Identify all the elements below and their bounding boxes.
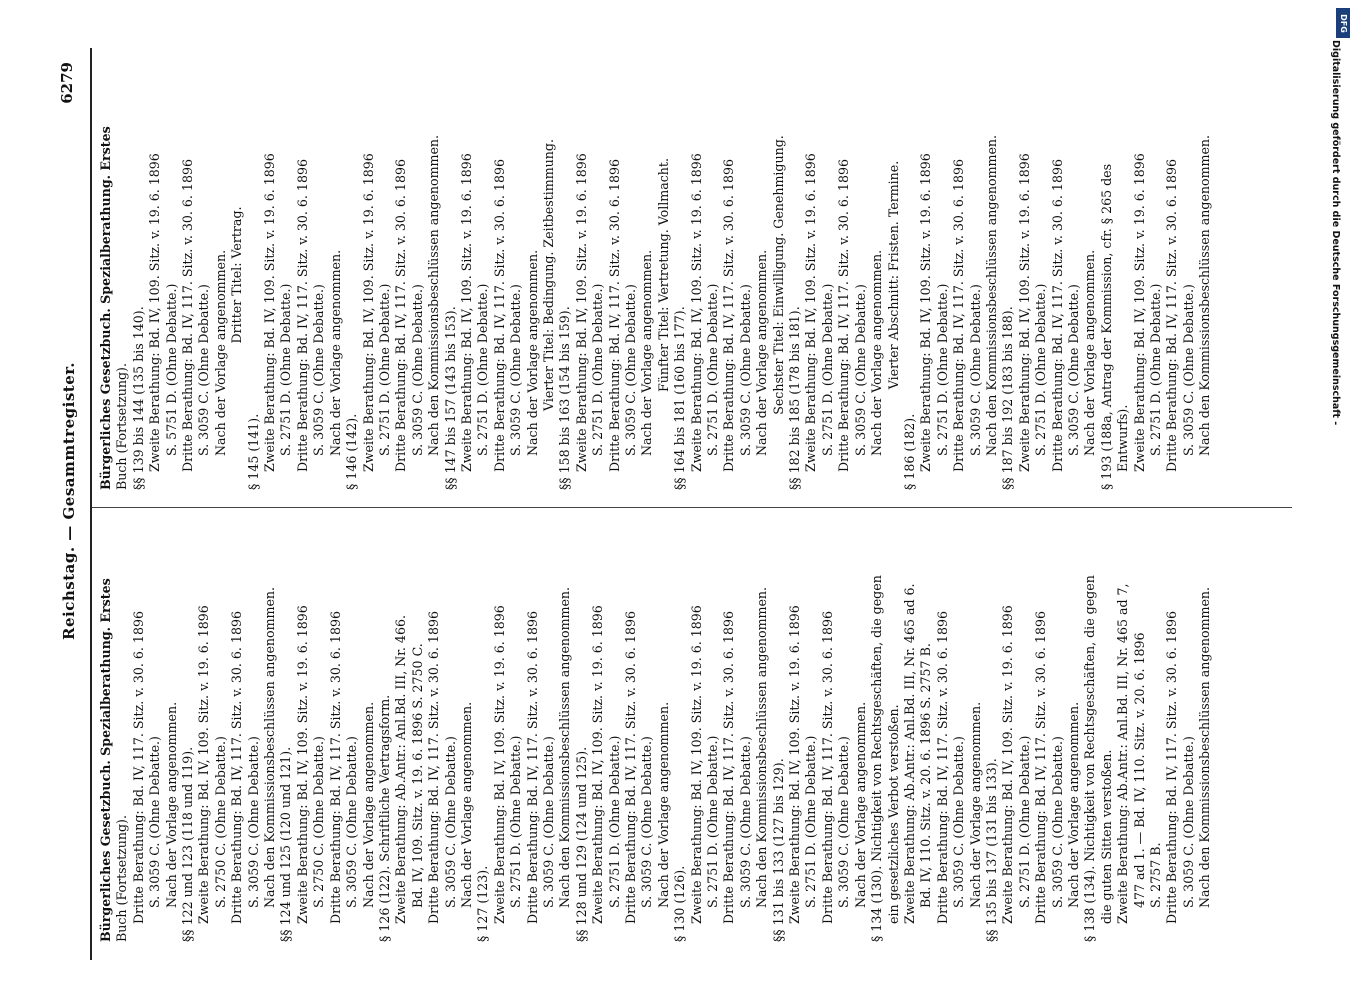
- index-line: Nach den Kommissionsbeschlüssen angenommen.: [262, 586, 278, 908]
- index-line: 477 ad 1. — Bd. IV, 110. Sitz. v. 20. 6. 1896: [1131, 632, 1147, 908]
- index-line: S. 3059 C. (Ohne Debatte.): [245, 736, 261, 908]
- index-line: § 138 (134). Nichtigkeit von Rechtsgeschäften, die gegen: [1082, 575, 1098, 942]
- index-line: Dritte Berathung: Bd. IV, 117. Sitz. v. 30. 6. 1896: [130, 611, 146, 924]
- index-line: Bürgerliches Gesetzbuch. Spezialberathung. Erstes: [98, 578, 113, 942]
- index-line: Dritte Berathung: Bd. IV, 117. Sitz. v. 30. 6. 1896: [1033, 611, 1049, 924]
- index-line: Dritte Berathung: Bd. IV, 117. Sitz. v. 30. 6. 1896: [327, 611, 343, 924]
- index-line: ein gesetzliches Verbot verstoßen.: [885, 704, 901, 924]
- index-line: §§ 158 bis 163 (154 bis 159).: [557, 306, 573, 490]
- index-line: S. 3059 C. (Ohne Debatte.): [147, 736, 163, 908]
- index-line: Nach den Kommissionsbeschlüssen angenommen.: [557, 586, 573, 908]
- index-line: Nach der Vorlage angenommen.: [655, 701, 671, 908]
- index-line: Dritte Berathung: Bd. IV, 117. Sitz. v. 30. 6. 1896: [721, 611, 737, 924]
- index-line: Dritte Berathung: Bd. IV, 117. Sitz. v. 30. 6. 1896: [426, 611, 442, 924]
- index-line: Buch (Fortsetzung).: [114, 363, 130, 490]
- index-line: Zweite Berathung: Bd. IV, 109. Sitz. v. 19. 6. 1896: [787, 605, 803, 924]
- index-line: § 146 (142).: [344, 413, 360, 490]
- index-line: Dritte Berathung: Bd. IV, 117. Sitz. v. 30. 6. 1896: [836, 159, 852, 472]
- index-line: S. 2751 D. (Ohne Debatte.): [803, 735, 819, 908]
- index-line: S. 5751 D. (Ohne Debatte.): [163, 283, 179, 456]
- index-line: Nach der Vorlage angenommen.: [524, 249, 540, 456]
- index-line: §§ 131 bis 133 (127 bis 129).: [770, 758, 786, 942]
- index-line: Nach der Vorlage angenommen.: [212, 249, 228, 456]
- index-line: S. 2751 D. (Ohne Debatte.): [705, 735, 721, 908]
- index-line: Nach der Vorlage angenommen.: [1082, 249, 1098, 456]
- index-line: S. 3059 C. (Ohne Debatte.): [344, 736, 360, 908]
- index-line: Nach der Vorlage angenommen.: [639, 249, 655, 456]
- index-line: S. 3059 C. (Ohne Debatte.): [852, 284, 868, 456]
- index-line: § 134 (130). Nichtigkeit von Rechtsgeschäften, die gegen: [869, 575, 885, 942]
- index-line: S. 3059 C. (Ohne Debatte.): [196, 284, 212, 456]
- index-line: Dritte Berathung: Bd. IV, 117. Sitz. v. 30. 6. 1896: [393, 159, 409, 472]
- page-header: [52, 50, 92, 960]
- index-line: S. 3059 C. (Ohne Debatte.): [409, 284, 425, 456]
- index-line: Zweite Berathung: Bd. IV, 109. Sitz. v. 19. 6. 1896: [147, 153, 163, 472]
- index-line: Fünfter Titel: Vertretung. Vollmacht.: [655, 158, 671, 392]
- index-line: §§ 135 bis 137 (131 bis 133).: [983, 758, 999, 942]
- index-line: § 127 (123).: [475, 865, 491, 942]
- index-line: Entwurfs).: [1115, 404, 1131, 472]
- index-line: Zweite Berathung: Bd. IV, 109. Sitz. v. 19. 6. 1896: [196, 605, 212, 924]
- index-line: § 186 (182).: [901, 413, 917, 490]
- index-line: §§ 147 bis 157 (143 bis 153).: [442, 306, 458, 490]
- index-line: S. 2751 D. (Ohne Debatte.): [1033, 283, 1049, 456]
- index-line: Nach den Kommissionsbeschlüssen angenommen.: [754, 586, 770, 908]
- index-line: Dritte Berathung: Bd. IV, 117. Sitz. v. 30. 6. 1896: [606, 159, 622, 472]
- index-line: §§ 164 bis 181 (160 bis 177).: [672, 306, 688, 490]
- index-line: §§ 122 und 123 (118 und 119).: [180, 746, 196, 942]
- header-rule: [90, 48, 92, 960]
- index-line: S. 2751 D. (Ohne Debatte.): [705, 283, 721, 456]
- index-line: Nach der Vorlage angenommen.: [852, 701, 868, 908]
- index-line: S. 3059 C. (Ohne Debatte.): [442, 736, 458, 908]
- index-line: Nach der Vorlage angenommen.: [327, 249, 343, 456]
- index-line: Dritte Berathung: Bd. IV, 117. Sitz. v. 30. 6. 1896: [180, 159, 196, 472]
- index-line: Dritte Berathung: Bd. IV, 117. Sitz. v. 30. 6. 1896: [623, 611, 638, 924]
- index-line: S. 3059 C. (Ohne Debatte.): [1180, 284, 1196, 456]
- index-line: S. 2751 D. (Ohne Debatte.): [934, 283, 950, 456]
- index-line: Bd. IV, 109. Sitz. v. 19. 6. 1896 S. 2750 C.: [409, 643, 425, 908]
- index-line: Dritte Berathung: Bd. IV, 117. Sitz. v. 30. 6. 1896: [819, 611, 835, 924]
- digitization-credit: Digitalisierung gefördert durch die Deutsche Forschungsgemeinschaft -: [1330, 40, 1341, 426]
- index-line: Dritte Berathung: Bd. IV, 117. Sitz. v. 30. 6. 1896: [934, 611, 950, 924]
- index-line: S. 2751 D. (Ohne Debatte.): [278, 283, 294, 456]
- index-line: §§ 187 bis 192 (183 bis 188).: [1000, 306, 1016, 490]
- index-line: Zweite Berathung: Bd. IV, 109. Sitz. v. 19. 6. 1896: [491, 605, 507, 924]
- index-line: Nach der Vorlage angenommen.: [869, 249, 885, 456]
- index-line: Zweite Berathung: Bd. IV, 109. Sitz. v. 19. 6. 1896: [803, 153, 819, 472]
- index-line: Zweite Berathung: Ab.Antr.: Anl.Bd. III, Nr. 465 ad 6.: [901, 583, 917, 924]
- index-line: S. 3059 C. (Ohne Debatte.): [639, 736, 655, 908]
- index-line: Dritte Berathung: Bd. IV, 117. Sitz. v. 30. 6. 1896: [1164, 159, 1180, 472]
- index-line: Nach der Vorlage angenommen.: [458, 701, 474, 908]
- index-line: Sechster Titel: Einwilligung. Genehmigung.: [770, 135, 786, 415]
- page-title: Reichstag. — Gesammtregister.: [60, 362, 78, 640]
- index-line: Dritte Berathung: Bd. IV, 117. Sitz. v. 30. 6. 1896: [1049, 159, 1065, 472]
- index-line: Zweite Berathung: Bd. IV, 109. Sitz. v. 19. 6. 1896: [294, 605, 310, 924]
- index-line: Zweite Berathung: Bd. IV, 109. Sitz. v. 19. 6. 1896: [573, 153, 589, 472]
- index-line: S. 2751 D. (Ohne Debatte.): [1016, 735, 1032, 908]
- index-line: S. 2751 D. (Ohne Debatte.): [1148, 283, 1163, 456]
- index-line: Nach der Vorlage angenommen.: [1065, 701, 1081, 908]
- index-line: S. 3059 C. (Ohne Debatte.): [311, 284, 327, 456]
- index-line: § 126 (122). Schriftliche Vertragsform.: [376, 694, 392, 942]
- index-line: Zweite Berathung: Ab.Antr.: Anl.Bd. III, Nr. 466.: [393, 615, 409, 924]
- index-line: §§ 139 bis 144 (135 bis 140).: [130, 306, 146, 490]
- index-line: §§ 182 bis 185 (178 bis 181).: [787, 306, 803, 490]
- index-line: Zweite Berathung: Bd. IV, 109. Sitz. v. 19. 6. 1896: [590, 605, 606, 924]
- index-line: Dritte Berathung: Bd. IV, 117. Sitz. v. 30. 6. 1896: [721, 159, 737, 472]
- index-line: Zweite Berathung: Bd. IV, 109. Sitz. v. 19. 6. 1896: [688, 605, 704, 924]
- index-line: Nach den Kommissionsbeschlüssen angenommen.: [1197, 586, 1213, 908]
- index-line: S. 3059 C. (Ohne Debatte.): [737, 284, 753, 456]
- index-line: Zweite Berathung: Bd. IV, 109. Sitz. v. 19. 6. 1896: [1131, 153, 1147, 472]
- index-line: S. 2750 C. (Ohne Debatte.): [212, 736, 228, 908]
- index-line: S. 2757 B.: [1148, 842, 1163, 908]
- index-line: Vierter Titel: Bedingung. Zeitbestimmung.: [540, 139, 556, 411]
- index-line: Nach der Vorlage angenommen.: [360, 701, 376, 908]
- index-line: Dritte Berathung: Bd. IV, 117. Sitz. v. 30. 6. 1896: [491, 159, 507, 472]
- index-line: S. 2751 D. (Ohne Debatte.): [508, 735, 524, 908]
- index-line: S. 2750 C. (Ohne Debatte.): [311, 736, 327, 908]
- index-line: S. 2751 D. (Ohne Debatte.): [376, 283, 392, 456]
- index-line: S. 3059 C. (Ohne Debatte.): [737, 736, 753, 908]
- index-line: S. 2751 D. (Ohne Debatte.): [606, 735, 622, 908]
- index-line: Zweite Berathung: Bd. IV, 109. Sitz. v. 19. 6. 1896: [1000, 605, 1016, 924]
- index-line: S. 3059 C. (Ohne Debatte.): [836, 736, 852, 908]
- column-divider: [92, 507, 1292, 508]
- index-line: Dritte Berathung: Bd. IV, 117. Sitz. v. 30. 6. 1896: [1164, 611, 1180, 924]
- index-line: §§ 124 und 125 (120 und 121).: [278, 746, 294, 942]
- index-line: Zweite Berathung: Bd. IV, 109. Sitz. v. 19. 6. 1896: [458, 153, 474, 472]
- index-line: Nach den Kommissionsbeschlüssen angenommen.: [983, 134, 999, 456]
- index-line: Zweite Berathung: Bd. IV, 109. Sitz. v. 19. 6. 1896: [688, 153, 704, 472]
- index-line: Dritte Berathung: Bd. IV, 117. Sitz. v. 30. 6. 1896: [524, 611, 540, 924]
- index-line: Nach den Kommissionsbeschlüssen angenommen.: [426, 134, 442, 456]
- index-line: Zweite Berathung: Ab.Antr.: Anl.Bd. III, Nr. 465 ad 7,: [1115, 583, 1131, 924]
- index-line: Nach der Vorlage angenommen.: [163, 701, 179, 908]
- index-line: die guten Sitten verstoßen.: [1098, 749, 1114, 924]
- index-line: Buch (Fortsetzung).: [114, 815, 130, 942]
- index-line: Dritte Berathung: Bd. IV, 117. Sitz. v. 30. 6. 1896: [294, 159, 310, 472]
- index-line: S. 3059 C. (Ohne Debatte.): [951, 736, 967, 908]
- index-line: § 130 (126).: [672, 865, 688, 942]
- index-line: Zweite Berathung: Bd. IV, 109. Sitz. v. 19. 6. 1896: [262, 153, 278, 472]
- index-line: S. 2751 D. (Ohne Debatte.): [819, 283, 835, 456]
- index-line: Zweite Berathung: Bd. IV, 109. Sitz. v. 19. 6. 1896: [918, 153, 934, 472]
- index-line: Bürgerliches Gesetzbuch. Spezialberathung. Erstes: [98, 126, 113, 490]
- index-line: Vierter Abschnitt: Fristen. Termine.: [885, 160, 901, 390]
- index-line: § 193 (188a, Antrag der Kommission, cfr. § 265 des: [1098, 163, 1114, 490]
- index-line: Bd. IV, 110. Sitz. v. 20. 6. 1896 S. 2757 B.: [918, 643, 934, 908]
- index-line: S. 3059 C. (Ohne Debatte.): [1180, 736, 1196, 908]
- index-line: Dritte Berathung: Bd. IV, 117. Sitz. v. 30. 6. 1896: [229, 611, 245, 924]
- index-line: Zweite Berathung: Bd. IV, 109. Sitz. v. 19. 6. 1896: [360, 153, 376, 472]
- index-line: S. 2751 D. (Ohne Debatte.): [590, 283, 606, 456]
- index-line: § 145 (141).: [245, 413, 261, 490]
- index-line: S. 3059 C. (Ohne Debatte.): [1065, 284, 1081, 456]
- index-line: Dritte Berathung: Bd. IV, 117. Sitz. v. 30. 6. 1896: [951, 159, 967, 472]
- index-line: S. 3059 C. (Ohne Debatte.): [967, 284, 983, 456]
- index-line: S. 3059 C. (Ohne Debatte.): [1049, 736, 1065, 908]
- index-line: Nach der Vorlage angenommen.: [754, 249, 770, 456]
- dfg-logo: DFG: [1336, 8, 1350, 38]
- right-column: [98, 60, 1214, 490]
- left-column: [98, 512, 1214, 942]
- index-line: Zweite Berathung: Bd. IV, 109. Sitz. v. 19. 6. 1896: [1016, 153, 1032, 472]
- index-line: Nach der Vorlage angenommen.: [967, 701, 983, 908]
- index-line: Nach den Kommissionsbeschlüssen angenommen.: [1197, 134, 1213, 456]
- index-line: S. 2751 D. (Ohne Debatte.): [475, 283, 491, 456]
- index-line: S. 3059 C. (Ohne Debatte.): [623, 284, 638, 456]
- index-line: S. 3059 C. (Ohne Debatte.): [508, 284, 524, 456]
- index-line: Dritter Titel: Vertrag.: [229, 206, 245, 344]
- page-number: 6279: [58, 62, 76, 104]
- index-line: S. 3059 C. (Ohne Debatte.): [540, 736, 556, 908]
- index-line: §§ 128 und 129 (124 und 125).: [573, 746, 589, 942]
